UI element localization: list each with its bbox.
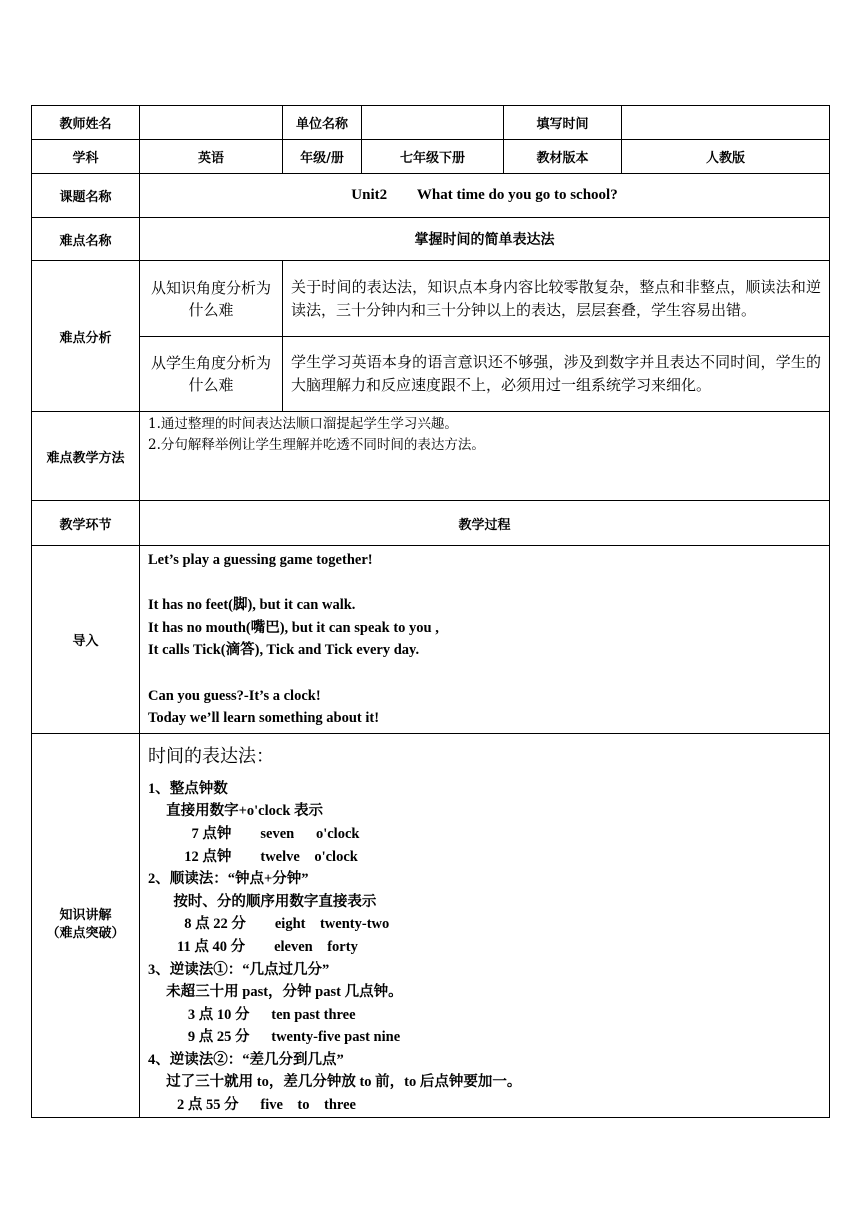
knowledge-angle-text: 关于时间的表达法，知识点本身内容比较零散复杂，整点和非整点，顺读法和逆读法，三十分钟内和三十分钟以上的表达，层层套叠，学生容易出错。	[283, 261, 830, 337]
knowledge-title: 时间的表达法：	[148, 745, 274, 767]
difficulty-row	[32, 218, 830, 261]
knowledge-line-9: 3、逆读法①：“几点过几分”	[148, 961, 330, 978]
teacher-value[interactable]	[140, 106, 283, 140]
header-row-1	[32, 106, 830, 140]
difficulty-value: 掌握时间的简单表达法	[140, 218, 830, 261]
intro-line-4: It has no mouth(嘴巴), but it can speak to you ,	[148, 619, 439, 636]
topic-value: Unit2 What time do you go to school?	[140, 174, 830, 218]
intro-line-5: It calls Tick(滴答), Tick and Tick every day.	[148, 642, 420, 659]
knowledge-line-3: 7 点钟 seven o'clock	[148, 825, 360, 842]
knowledge-line-6: 按时、分的顺序用数字直接表示	[148, 893, 377, 910]
lesson-plan-table	[31, 105, 830, 1118]
intro-line-8: Today we’ll learn something about it!	[148, 710, 380, 727]
unit-value[interactable]	[362, 106, 504, 140]
student-angle-label: 从学生角度分析为什么难	[140, 337, 283, 412]
knowledge-label	[32, 733, 140, 1117]
edition-value: 人教版	[622, 140, 830, 174]
subject-value: 英语	[140, 140, 283, 174]
knowledge-line-7: 8 点 22 分 eight twenty-two	[148, 916, 390, 933]
knowledge-line-12: 9 点 25 分 twenty-five past nine	[148, 1029, 401, 1046]
knowledge-line-11: 3 点 10 分 ten past three	[148, 1006, 356, 1023]
grade-label: 年级/册	[283, 140, 362, 174]
lesson-plan-form	[31, 105, 829, 1118]
student-angle-text: 学生学习英语本身的语言意识还不够强，涉及到数字并且表达不同时间，学生的大脑理解力和反应速度跟不上，必须用过一组系统学习来细化。	[283, 337, 830, 412]
header-row-2	[32, 140, 830, 174]
fill-time-value[interactable]	[622, 106, 830, 140]
knowledge-line-10: 未超三十用 past，分钟 past 几点钟。	[148, 984, 403, 1001]
process-header-row	[32, 501, 830, 546]
knowledge-line-14: 过了三十就用 to，差几分钟放 to 前，to 后点钟要加一。	[148, 1074, 522, 1091]
knowledge-line-15: 2 点 55 分 five to three	[148, 1097, 356, 1114]
knowledge-angle-label: 从知识角度分析为什么难	[140, 261, 283, 337]
knowledge-line-2: 直接用数字+o'clock 表示	[148, 803, 324, 820]
stage-label: 教学环节	[32, 501, 140, 546]
knowledge-label-line-2: （难点突破）	[46, 926, 125, 942]
subject-label: 学科	[32, 140, 140, 174]
knowledge-content	[140, 733, 830, 1117]
intro-content	[140, 546, 830, 734]
method-line-2: 2.分句解释举例让学生理解并吃透不同时间的表达方法。	[148, 437, 485, 453]
intro-blank-2	[148, 662, 821, 685]
intro-row	[32, 546, 830, 734]
unit-label: 单位名称	[283, 106, 362, 140]
knowledge-line-8: 11 点 40 分 eleven forty	[148, 938, 358, 955]
method-list	[140, 412, 830, 501]
grade-value: 七年级下册	[362, 140, 504, 174]
knowledge-line-4: 12 点钟 twelve o'clock	[148, 848, 358, 865]
analysis-label: 难点分析	[32, 261, 140, 412]
knowledge-line-13: 4、逆读法②：“差几分到几点”	[148, 1051, 344, 1068]
topic-row	[32, 174, 830, 218]
knowledge-line-5: 2、顺读法：“钟点+分钟”	[148, 871, 309, 888]
intro-line-1: Let’s play a guessing game together!	[148, 552, 373, 568]
teacher-label: 教师姓名	[32, 106, 140, 140]
method-row	[32, 412, 830, 501]
fill-time-label: 填写时间	[504, 106, 622, 140]
intro-blank-1	[148, 572, 821, 595]
knowledge-row	[32, 733, 830, 1117]
knowledge-label-line-1: 知识讲解	[59, 908, 112, 924]
intro-line-7: Can you guess?-It’s a clock!	[148, 687, 321, 704]
intro-label: 导入	[32, 546, 140, 734]
method-line-1: 1.通过整理的时间表达法顺口溜提起学生学习兴趣。	[148, 416, 458, 432]
analysis-row-knowledge	[32, 261, 830, 337]
edition-label: 教材版本	[504, 140, 622, 174]
knowledge-line-1: 1、整点钟数	[148, 780, 228, 797]
analysis-row-student	[32, 337, 830, 412]
topic-label: 课题名称	[32, 174, 140, 218]
intro-line-3: It has no feet(脚), but it can walk.	[148, 597, 356, 614]
process-label: 教学过程	[140, 501, 830, 546]
difficulty-label: 难点名称	[32, 218, 140, 261]
method-label: 难点教学方法	[32, 412, 140, 501]
